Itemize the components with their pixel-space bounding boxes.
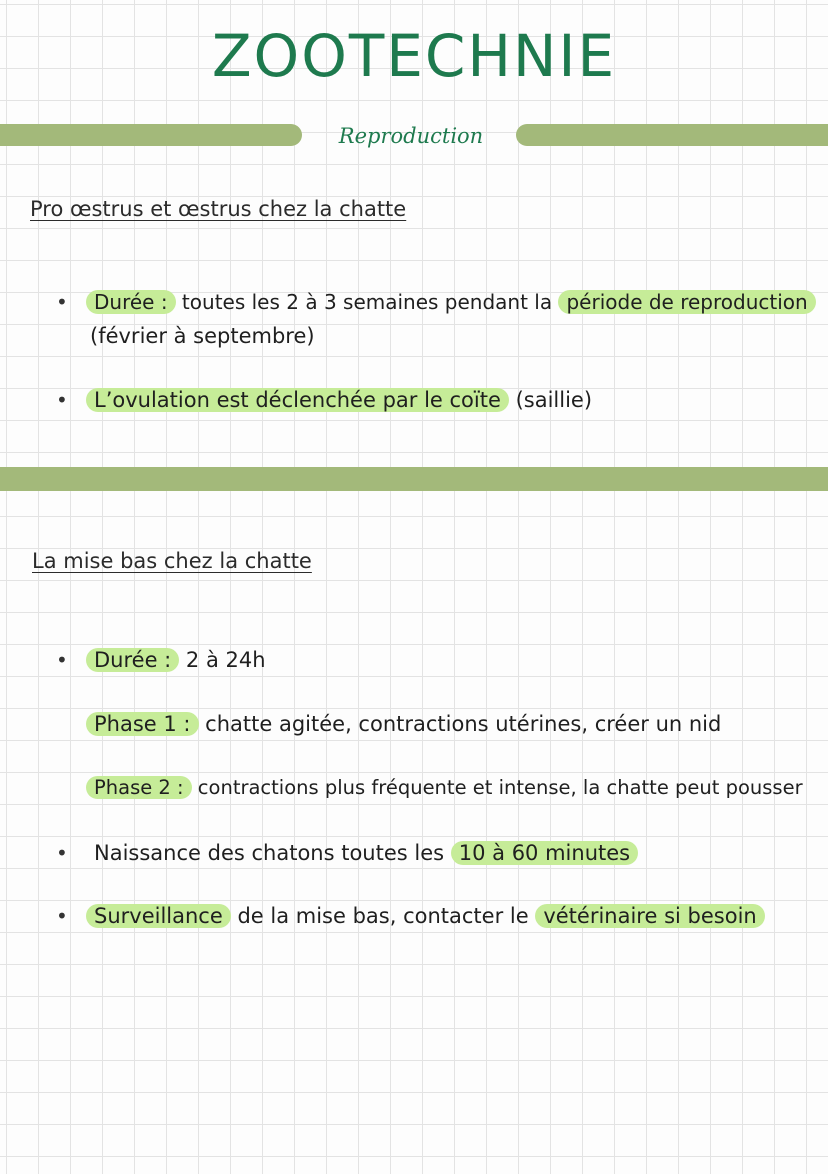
bullet-icon: • (56, 841, 68, 865)
bullet-icon: • (56, 388, 68, 412)
item-text: contractions plus fréquente et intense, la chatte peut pousser (191, 776, 803, 799)
bullet-icon: • (56, 648, 68, 672)
list-item-continuation: (février à septembre) (90, 324, 315, 348)
highlight-label: Phase 2 : (86, 776, 192, 799)
list-item-naissance (94, 837, 638, 869)
divider-band-right (516, 124, 828, 146)
section1-heading: Pro œstrus et œstrus chez la chatte (30, 197, 407, 221)
item-text: chatte agitée, contractions utérines, créer un nid (198, 712, 722, 736)
item-text: Naissance des chatons toutes les (94, 841, 451, 865)
highlight-text: vétérinaire si besoin (535, 904, 764, 928)
highlight-text: 10 à 60 minutes (451, 841, 638, 865)
divider-band-full (0, 467, 828, 491)
list-item-duree-oestrus (86, 286, 816, 318)
highlight-label: Durée : (86, 648, 179, 672)
highlight-text: Surveillance (86, 904, 231, 928)
highlight-label: Phase 1 : (86, 712, 199, 736)
item-text: 2 à 24h (179, 648, 266, 672)
item-text: toutes les 2 à 3 semaines pendant la (175, 290, 559, 314)
section-subtitle: Reproduction (338, 124, 484, 148)
page-title: ZOOTECHNIE (211, 22, 617, 90)
section2-heading: La mise bas chez la chatte (32, 549, 312, 573)
list-item-phase1 (86, 708, 721, 740)
highlight-text: L’ovulation est déclenchée par le coïte (86, 388, 509, 412)
highlight-text: période de reproduction (558, 290, 815, 314)
list-item-surveillance (86, 900, 765, 932)
bullet-icon: • (56, 904, 68, 928)
highlight-label: Durée : (86, 290, 176, 314)
list-item-duree-misebas (86, 644, 266, 676)
item-text: (saillie) (508, 388, 593, 412)
divider-band-left (0, 124, 302, 146)
list-item-phase2 (86, 772, 803, 804)
list-item-ovulation (86, 384, 592, 416)
item-text: de la mise bas, contacter le (230, 904, 536, 928)
bullet-icon: • (56, 290, 68, 314)
